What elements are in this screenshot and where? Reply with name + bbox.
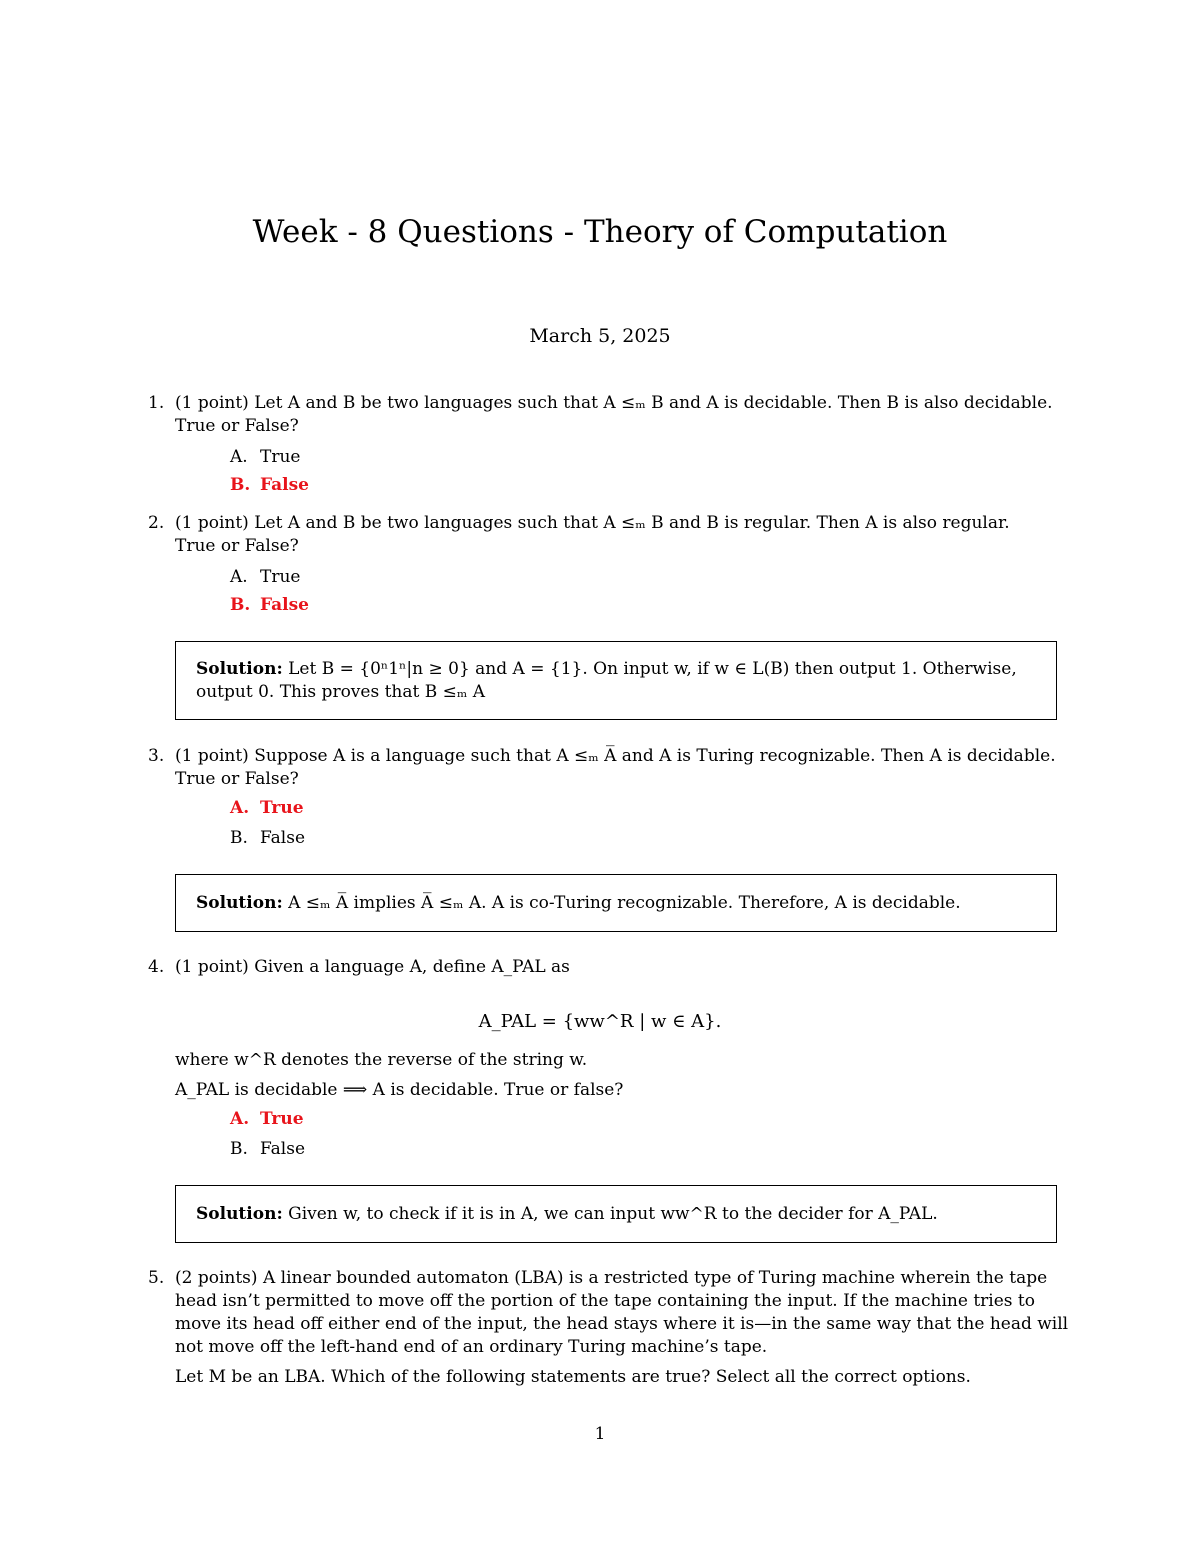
question-line: where w^R denotes the reverse of the string w. [175,1050,588,1070]
display-equation: A_PAL = {ww^R | w ∈ A}. [478,1011,722,1032]
question-4 [148,956,1060,979]
solution-box [175,1185,1057,1243]
option-text: False [260,828,305,848]
option-a [230,446,300,469]
page-date: March 5, 2025 [529,325,671,347]
question-line: (1 point) Given a language A, define A_PAL as [175,957,570,977]
option-a [230,566,300,589]
solution-line: A ≤ₘ A̅ implies A̅ ≤ₘ A. A is co-Turing recognizable. Therefore, A is decidable. [288,893,961,913]
question-number: 3. [148,746,165,766]
option-text: False [260,1139,305,1159]
option-label: B. [230,828,248,848]
option-a-correct [230,1108,304,1131]
question-line: (1 point) Let A and B be two languages such that A ≤ₘ B and B is regular. Then A is also regular. [175,513,1010,533]
question-text [175,392,1060,438]
question-3 [148,745,1060,791]
question-number: 1. [148,393,165,413]
option-label: A. [230,567,248,587]
question-line: True or False? [175,416,299,436]
question-line: True or False? [175,536,299,556]
option-b-correct [230,474,309,497]
option-b [230,827,305,850]
option-b-correct [230,594,309,617]
option-label: B. [230,595,251,615]
option-label: B. [230,475,251,495]
solution-box [175,641,1057,720]
option-label: A. [230,447,248,467]
option-b [230,1138,305,1161]
option-label: A. [230,798,250,818]
question-number: 2. [148,513,165,533]
solution-line: Let B = {0ⁿ1ⁿ|n ≥ 0} and A = {1}. On input w, if w ∈ L(B) then output 1. Otherwise, [288,659,1017,679]
option-text: True [260,447,301,467]
solution-label: Solution: [196,659,283,679]
option-text: True [260,1109,304,1129]
question-line: move its head off either end of the input, the head stays where it is—in the same way that the head will [175,1314,1069,1334]
question-line: not move off the left-hand end of an ordinary Turing machine’s tape. [175,1337,768,1357]
question-line: Let M be an LBA. Which of the following statements are true? Select all the correct options. [175,1367,971,1387]
solution-label: Solution: [196,1204,283,1224]
question-number: 4. [148,957,165,977]
question-line: True or False? [175,769,299,789]
option-label: A. [230,1109,250,1129]
page-title: Week - 8 Questions - Theory of Computation [252,214,948,250]
question-text [175,956,1060,979]
question-number: 5. [148,1268,165,1288]
question-text [175,512,1060,558]
question-text [175,1049,1060,1102]
option-text: True [260,798,304,818]
option-text: False [260,475,309,495]
question-line: head isn’t permitted to move off the portion of the tape containing the input. If the machine tries to [175,1291,1035,1311]
solution-line: output 0. This proves that B ≤ₘ A [196,682,485,702]
option-label: B. [230,1139,248,1159]
question-line: (1 point) Suppose A is a language such that A ≤ₘ A̅ and A is Turing recognizable. Then A is decidable. [175,746,1056,766]
question-line: (1 point) Let A and B be two languages such that A ≤ₘ B and A is decidable. Then B is also decidable. [175,393,1053,413]
question-line: A_PAL is decidable ⟹ A is decidable. True or false? [175,1080,624,1100]
solution-label: Solution: [196,893,283,913]
page-number: 1 [594,1424,606,1444]
question-1 [148,392,1060,438]
question-text [175,745,1060,791]
option-text: True [260,567,301,587]
question-4-continued [148,1049,1060,1102]
question-line: (2 points) A linear bounded automaton (LBA) is a restricted type of Turing machine wherein the tape [175,1268,1048,1288]
solution-box [175,874,1057,932]
option-a-correct [230,797,304,820]
option-text: False [260,595,309,615]
question-5 [148,1267,1069,1389]
solution-line: Given w, to check if it is in A, we can input ww^R to the decider for A_PAL. [288,1204,938,1224]
question-2 [148,512,1060,558]
question-text [175,1267,1069,1389]
